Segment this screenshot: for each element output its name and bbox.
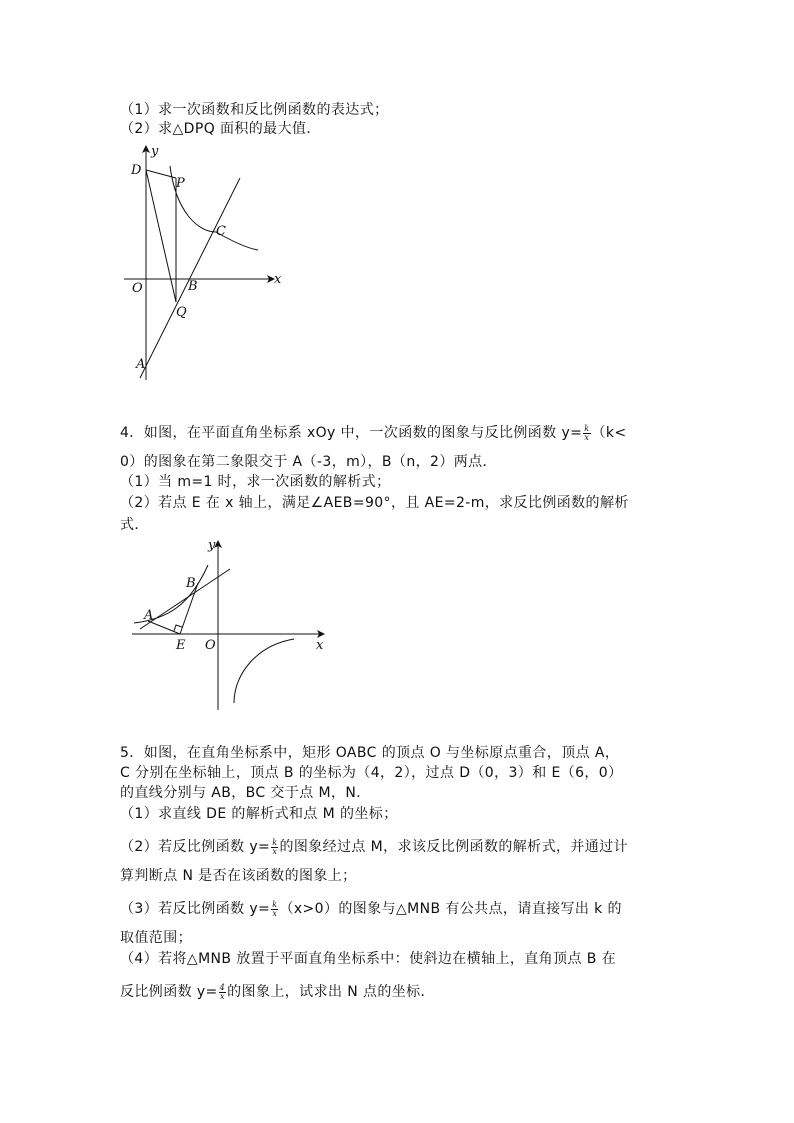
- p3-label-y: y: [151, 144, 159, 159]
- p3-label-x: x: [274, 272, 282, 287]
- p5-q2-fraction: $\frac{k}{x}$: [272, 837, 278, 856]
- p3-label-P: P: [176, 176, 185, 191]
- p5-question-1: （1）求直线 DE 的解析式和点 M 的坐标；: [120, 806, 398, 822]
- p3-label-C: C: [216, 224, 226, 239]
- p5-q3-fraction: $\frac{k}{x}$: [272, 899, 278, 918]
- p4-question-1: （1）当 m=1 时，求一次函数的解析式；: [120, 474, 391, 490]
- p3-label-B: B: [188, 279, 198, 294]
- p5-question-3-cont: 取值范围；: [120, 930, 192, 946]
- p4-line-2: 0）的图象在第二象限交于 A（-3，m），B（n，2）两点．: [120, 454, 497, 470]
- p3-label-A: A: [136, 357, 146, 372]
- p5-question-2: （2）若反比例函数 y= $\frac{k}{x}$ 的图象经过点 M，求该反比例函数的解析式，并通过计: [120, 837, 628, 856]
- p3-label-O: O: [132, 281, 143, 296]
- p4-question-2-cont: 式．: [120, 517, 149, 533]
- p4-label-A: A: [144, 608, 154, 623]
- p5-question-4-cont: 反比例函数 y= $\frac{4}{x}$ 的图象上，试求出 N 点的坐标．: [120, 982, 435, 1001]
- p4-label-y: y: [208, 538, 216, 553]
- p5-line-3: 的直线分别与 AB，BC 交于点 M，N．: [120, 785, 371, 801]
- p4-question-2: （2）若点 E 在 x 轴上，满足∠AEB=90°，且 AE=2-m，求反比例函数的解析: [120, 495, 629, 511]
- p5-q4-fraction: $\frac{4}{x}$: [219, 982, 226, 1001]
- p5-question-2-cont: 算判断点 N 是否在该函数的图象上；: [120, 868, 357, 884]
- p3-label-Q: Q: [176, 305, 187, 320]
- p4-line-1: 4．如图，在平面直角坐标系 xOy 中，一次函数的图象与反比例函数 y= $\frac{k}{x}$ （k<: [120, 423, 627, 442]
- p4-right-angle-mark: [174, 625, 182, 631]
- p5-line-2: C 分别在坐标轴上，顶点 B 的坐标为（4，2），过点 D（0，3）和 E（6，0）: [120, 765, 623, 781]
- p4-figure: [128, 535, 338, 715]
- p5-line-1: 5．如图，在直角坐标系中，矩形 OABC 的顶点 O 与坐标原点重合，顶点 A，: [120, 745, 620, 761]
- p3-question-2: （2）求△DPQ 面积的最大值．: [120, 121, 321, 137]
- p3-segment-DQ: [146, 170, 176, 302]
- p4-hyperbola-q4: [234, 639, 294, 703]
- p3-figure: [118, 140, 298, 385]
- p4-fraction: $\frac{k}{x}$: [584, 423, 590, 442]
- p4-label-O: O: [205, 638, 216, 653]
- p4-label-B: B: [186, 576, 196, 591]
- p4-label-E: E: [176, 638, 186, 653]
- p3-label-D: D: [131, 163, 142, 178]
- p3-question-1: （1）求一次函数和反比例函数的表达式；: [120, 102, 389, 118]
- p5-question-3: （3）若反比例函数 y= $\frac{k}{x}$ （x>0）的图象与△MNB 有公共点，请直接写出 k 的: [120, 899, 622, 918]
- p5-question-4: （4）若将△MNB 放置于平面直角坐标系中：使斜边在横轴上，直角顶点 B 在: [120, 951, 616, 967]
- p4-label-x: x: [316, 638, 324, 653]
